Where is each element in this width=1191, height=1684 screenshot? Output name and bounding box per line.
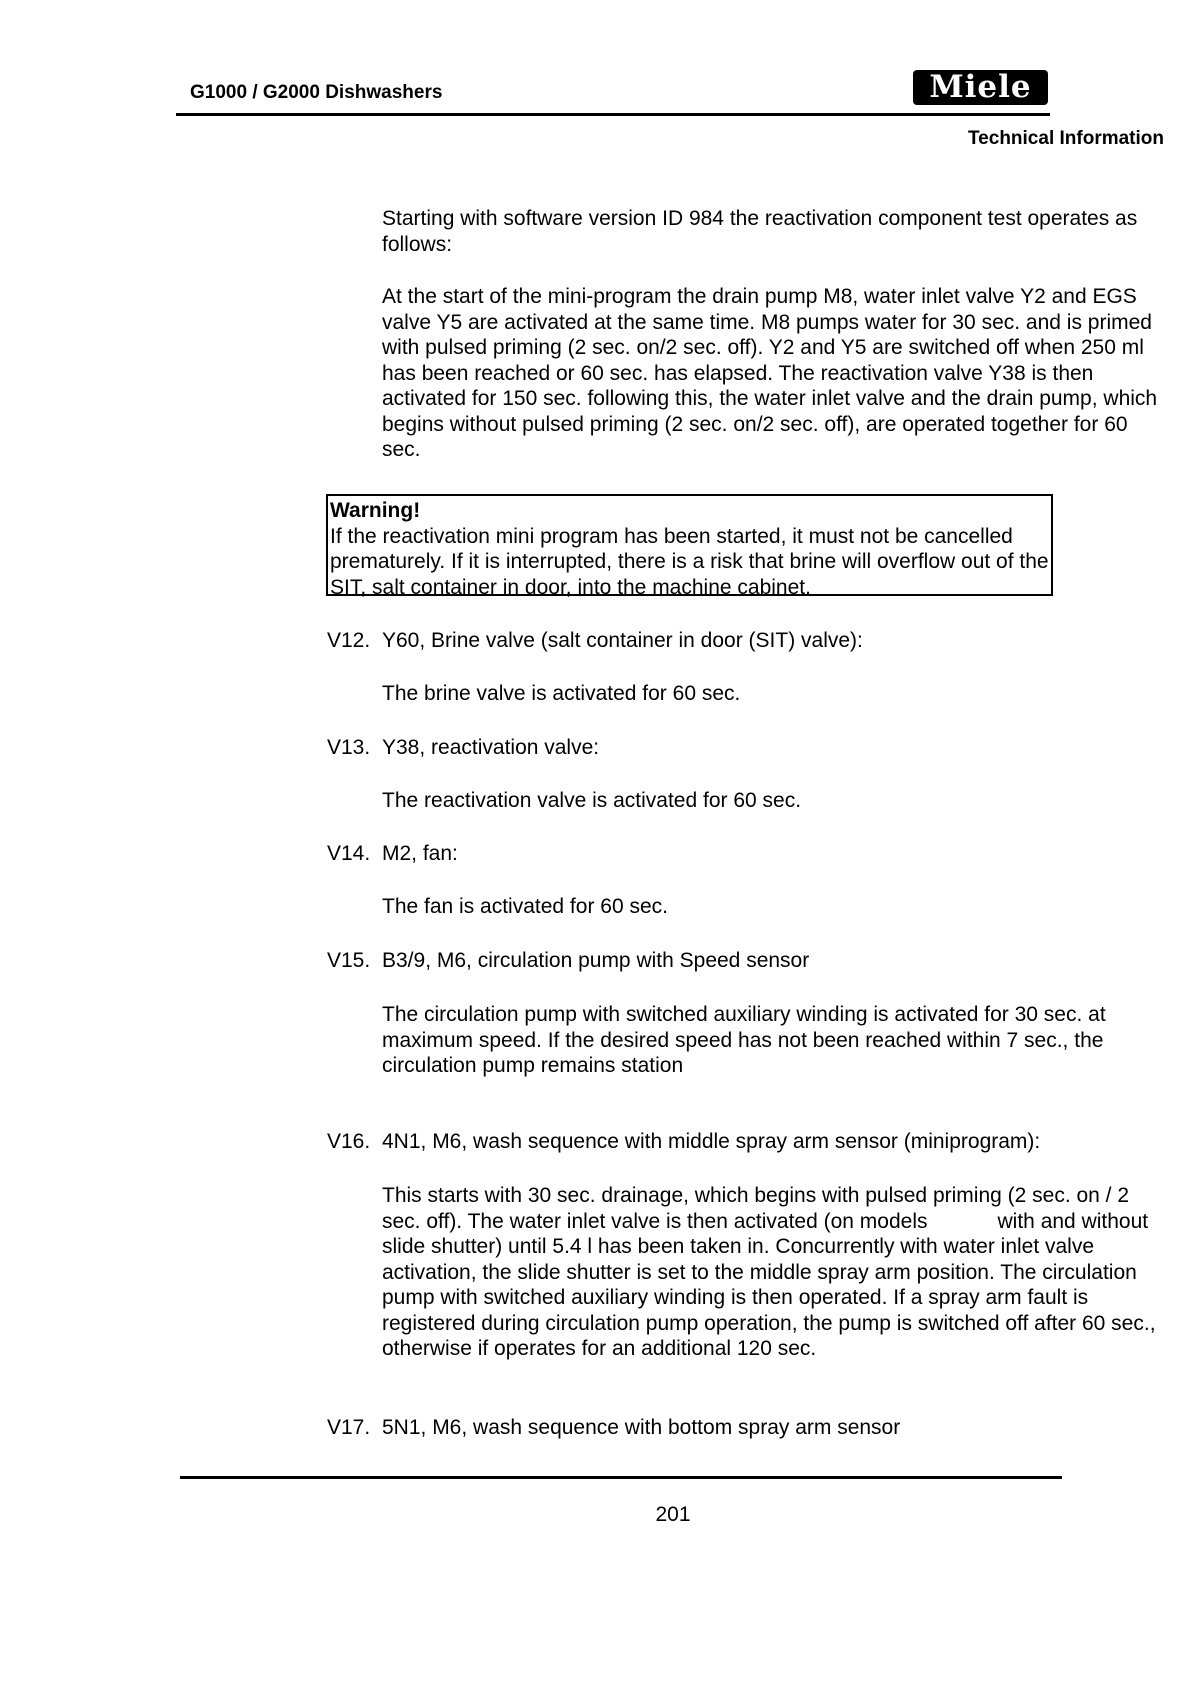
item-heading: Y60, Brine valve (salt container in door (SIT) valve): — [382, 629, 863, 652]
warning-box — [326, 494, 1053, 599]
miele-logo — [913, 70, 1048, 105]
item-heading: 4N1, M6, wash sequence with middle spray arm sensor (miniprogram): — [382, 1130, 1041, 1153]
item-number: V12. — [327, 629, 371, 652]
header-rule — [176, 113, 1050, 116]
item-heading: 5N1, M6, wash sequence with bottom spray arm sensor — [382, 1416, 901, 1439]
item-number: V17. — [327, 1416, 371, 1439]
test-item-v12 — [327, 628, 1170, 654]
test-item-v13 — [327, 735, 1170, 761]
section-subtitle: Technical Information — [967, 128, 1164, 149]
warning-title: Warning! — [330, 499, 421, 522]
item-description-v16: This starts with 30 sec. drainage, which begins with pulsed priming (2 sec. on / 2 sec. off). The water inlet valve is then activated (on models with and without slide shutter) until 5.4 l has been taken in. Concurrently with water inlet valve activation, the slide shutter is set to the middle spray arm position. The circulation pump with switched auxiliary winding is then operated. If a spray arm fault is registered during circulation pump operation, the pump is switched off after 60 sec., otherwise if operates for an additional 120 sec. — [382, 1184, 1162, 1360]
item-heading: B3/9, M6, circulation pump with Speed sensor — [382, 949, 810, 972]
test-item-v15 — [327, 948, 1170, 974]
test-item-v17 — [327, 1415, 1170, 1441]
item-number: V14. — [327, 842, 371, 865]
item-heading: M2, fan: — [382, 842, 458, 865]
item-number: V15. — [327, 949, 371, 972]
test-item-v14 — [327, 841, 1170, 867]
intro-paragraph-2: At the start of the mini-program the drain pump M8, water inlet valve Y2 and EGS valve Y5 are activated at the same time. M8 pumps water for 30 sec. and is primed with pulsed priming (2 sec. on/2 sec. off). Y2 and Y5 are switched off when 250 ml has been reached or 60 sec. has elapsed. The reactivation valve Y38 is then activated for 150 sec. following this, the water inlet valve and the drain pump, which begins without pulsed priming (2 sec. on/2 sec. off), are operated together for 60 sec. — [382, 285, 1158, 461]
logo-text: Miele — [929, 69, 1032, 105]
item-number: V16. — [327, 1130, 371, 1153]
page-number: 201 — [655, 1503, 691, 1526]
warning-text: If the reactivation mini program has been started, it must not be cancelled prematurely. If it is interrupted, there is a risk that brine will overflow out of the SIT, salt container in door, into the machine cabinet. — [330, 524, 1049, 599]
item-description-v15: The circulation pump with switched auxiliary winding is activated for 30 sec. at maximum speed. If the desired speed has not been reached within 7 sec., the circulation pump remains station — [382, 1003, 1106, 1077]
document-title: G1000 / G2000 Dishwashers — [190, 82, 443, 103]
footer-rule — [180, 1476, 1062, 1479]
test-item-v16 — [327, 1129, 1170, 1155]
item-description-v12: The brine valve is activated for 60 sec. — [382, 682, 741, 705]
item-number: V13. — [327, 736, 371, 759]
item-description-v13: The reactivation valve is activated for 60 sec. — [382, 789, 802, 812]
item-description-v14: The fan is activated for 60 sec. — [382, 895, 668, 918]
item-heading: Y38, reactivation valve: — [382, 736, 600, 759]
intro-paragraph-1: Starting with software version ID 984 the reactivation component test operates as follows: — [382, 207, 1138, 256]
